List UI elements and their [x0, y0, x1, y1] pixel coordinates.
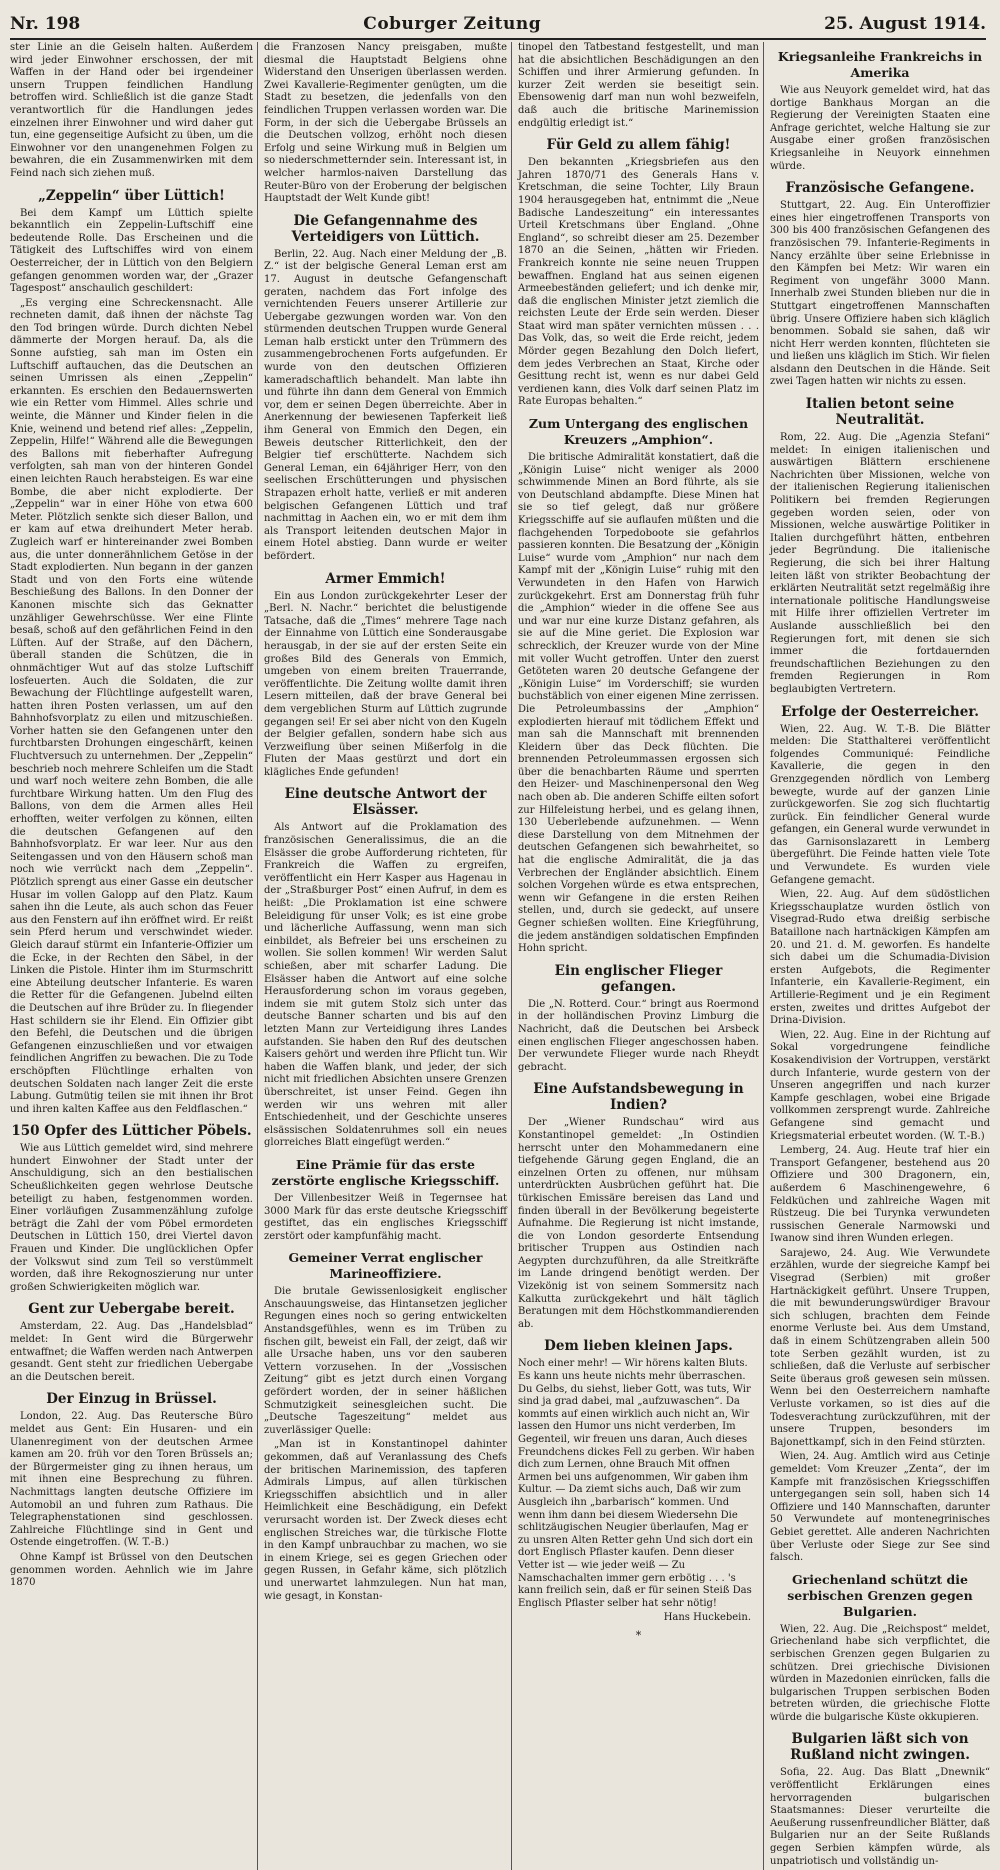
article-text: Wien, 22. Aug. Die „Reichspost“ meldet, Griechenland habe sich verpflichtet, die serbischen Grenzen gegen Bulgarien zu schützen. Drei griechische Divisionen würden in Mazedonien einrücken, falls die bulgarischen Truppen serbischen Boden betreten würden, die griechische Flotte würde die bulgarische Küste okkupieren.: [770, 1623, 990, 1723]
article-text: Wien, 22. Aug. Eine in der Richtung auf Sokal vorgedrungene feindliche Kosakendivision der Vortruppen, verstärkt durch Infanterie, wurde gestern von der Unseren angegriffen und nach kurzer Kampfe geschlagen, wobei eine Brigade vollkommen zersprengt wurde. Zahlreiche Gefangene sind gemacht und Kriegsmaterial erbeutet worden. (W. T.-B.): [770, 1029, 990, 1142]
article-text: Wie aus Neuyork gemeldet wird, hat das dortige Bankhaus Morgan an die Regierung der Vereinigten Staaten eine Anfrage gerichtet, welche Haltung sie zur Ausgabe einer großen französischen Kriegsanleihe in Neuyork einnehmen würde.: [770, 85, 990, 172]
headline: Bulgarien läßt sich von Rußland nicht zwingen.: [790, 1731, 970, 1764]
headline: Griechenland schützt die serbischen Grenzen gegen Bulgarien.: [787, 1571, 973, 1619]
article-text: die Franzosen Nancy preisgaben, mußte diesmal die Hauptstadt Belgiens ohne Widerstand den Unserigen überlassen werden. Zwei Kavallerie-Regimenter genügten, um die Stadt zu besetzen, die jedenfalls von den feindlichen Truppen verlassen worden war. Die Form, in der sich die Uebergabe Brüssels an die Deutschen vollzog, erhöht noch diesen Erfolg und seine Wirkung muß in Belgien um so niederschmetternder sein. Interessant ist, in welcher harmlos-naiven Darstellung das Reuter-Büro von der Eroberung der belgischen Hauptstadt der Welt Kunde gibt!: [264, 42, 507, 205]
headline: Ein englischer Flieger gefangen.: [554, 962, 723, 995]
columns: [10, 42, 990, 1867]
headline: Der Einzug in Brüssel.: [46, 1391, 217, 1408]
poem-signature: Hans Huckebein.: [663, 1612, 751, 1624]
headline: Italien betont seine Neutralität.: [805, 396, 955, 429]
issue-number: Nr. 198: [10, 14, 81, 34]
article-text: Rom, 22. Aug. Die „Agenzia Stefani“ meldet: In einigen italienischen und auswärtigen Blättern erschienene Nachrichten über Missionen, welche von der italienischen Regierung italienischen Politikern bei fremden Regierungen gegeben worden seien, oder von Missionen, welche auswärtige Politiker in Italien durchgeführt hätten, entbehren jeder Begründung. Die italienische Regierung, die sich bei ihrer Haltung leiten läßt von strikter Beobachtung der erklärten Neutralität setzt regelmäßig ihre internationale politische Handlungsweise mit Hilfe ihrer offiziellen Vertreter im Auslande ausschließlich bei den Regierungen fort, mit denen sie sich immer die fortdauernden freundschaftlichen Beziehungen zu den fremden Regierungen in Rom beglaubigten Vertretern.: [770, 432, 990, 695]
headline: Gemeiner Verrat englischer Marineoffiziere.: [288, 1250, 483, 1282]
article-text: Wien, 22. Aug. W. T.-B. Die Blätter melden: Die Statthalterei veröffentlicht folgendes Communiqué: Feindliche Kavallerie, die gegen in den Grenzgegenden nördlich von Lemberg bewegte, wurde auf der ganzen Linie zurückgeworfen. Sie zog sich fluchtartig zurück. Ein feindlicher General wurde gefangen, ein General wurde verwundet in das Garnisonslazarett in Lemberg übergeführt. Die Feinde hatten viele Tote und Verwundete. Es wurden viele Gefangene gemacht.: [770, 723, 990, 886]
article-text: Sofia, 22. Aug. Das Blatt „Dnewnik“ veröffentlicht Erklärungen eines hervorragenden bulgarischen Staatsmannes: Dieser verurteilte die Aeußerung russenfreundlicher Blätter, daß Bulgarien nur an der Seite Rußlands gegen Serbien kämpfen würde, als unpatriotisch und vollständig un-: [770, 1767, 990, 1867]
article-text: Lemberg, 24. Aug. Heute traf hier ein Transport Gefangener, bestehend aus 20 Offiziere und 300 Dragonern, ein, außerdem 6 Maschinengewehre, 6 Feldküchen und zahlreiche Wagen mit Rüstzeug. Die bei Turynka verwundeten russischen Generale Narmowski und Iwanow sind ihren Wunden erlegen.: [770, 1145, 990, 1245]
article-text: Die „N. Rotterd. Cour.“ bringt aus Roermond in der holländischen Provinz Limburg die Nachricht, daß die Deutschen bei Arsbeck einen englischen Flieger angeschossen haben. Der verwundete Flieger wurde nach Rheydt gebracht.: [518, 998, 759, 1073]
article-text: Sarajewo, 24. Aug. Wie Verwundete erzählen, wurde der siegreiche Kampf bei Visegrad (Serbien) mit großer Hartnäckigkeit geführt. Unsere Truppen, die mit bewunderungswürdiger Bravour sich schlugen, brachten dem Feinde enorme Verluste bei. Aus dem Umstand, daß in einem Schützengraben allein 500 tote Serben gezählt wurden, ist zu schließen, daß die Verluste auf serbischer Seite überaus groß gewesen sein müssen. Wenn bei den Oesterreichern namhafte Verluste vorkamen, so ist dies auf die Todesverachtung zurückzuführen, mit der unsere Truppen, besonders im Bajonettkampf, sich in den Feind stürzten.: [770, 1247, 990, 1448]
headline: Die Gefangennahme des Verteidigers von Lüttich.: [291, 212, 480, 245]
headline: Für Geld zu allem fähig!: [546, 137, 731, 154]
masthead-rule: [10, 38, 986, 40]
headline: Französische Gefangene.: [785, 180, 975, 197]
article-text: tinopel den Tatbestand festgestellt, und man hat die absichtlichen Beschädigungen an den Schiffen und ihrer Armierung gefunden. In kurzer Zeit werden sie beseitigt sein. Ebensowenig darf man nun wohl bezweifeln, daß auch die britische Marinemission endgültig erledigt ist.“: [518, 42, 759, 129]
article-text: Der „Wiener Rundschau“ wird aus Konstantinopel gemeldet: „In Ostindien herrscht unter den Mohammedanern eine tiefgehende Gärung gegen England, die an einzelnen Orten zu offenen, nur mühsam unterdrückten Ausbrüchen geführt hat. Die türkischen Emissäre bereisen das Land und finden überall in der Bevölkerung begeisterte Aufnahme. Die Regierung ist nicht imstande, die von London gesorderte Entsendung britischer Truppen aus Ostindien nach Aegypten durchzuführen, da alle Streitkräfte im Lande dringend benötigt werden. Der Vizekönig ist von seinem Sommersitz nach Kalkutta zurückgekehrt und hält täglich Beratungen mit dem Höchstkommandierenden ab.: [518, 1117, 759, 1330]
article-text: „Es verging eine Schreckensnacht. Alle rechneten damit, daß ihnen der nächste Tag den Tod bringen würde. Durch dichten Nebel dämmerte der Morgen herauf. Da, als die Sonne aufstieg, sah man im Osten ein Luftschiff auftauchen, das die Deutschen an seinen Umrissen als einen „Zeppelin“ erkannten. Es erschien den Bedauernswerten wie ein Retter vom Himmel. Alles schrie und weinte, die Männer und Kinder fielen in die Knie, weinend und betend rief alles: „Zeppelin, Zeppelin, Hilfe!“ Während alle die Bewegungen des Ballons mit fieberhafter Aufregung verfolgten, sah man von der hinteren Gondel einen leichten Rauch herabsteigen. Es war eine Bombe, die aber nicht explodierte. Der „Zeppelin“ war in einer Höhe von etwa 600 Meter. Plötzlich senkte sich dieser Ballon, und er kam auf etwa dreihundert Meter herab. Zugleich warf er hintereinander zwei Bomben aus, die unter donnerähnlichem Getöse in der Stadt explodierten. Nun begann in der ganzen Stadt und von den Forts eine wütende Beschießung des Ballons. In den Donner der Kanonen mischte sich das Geknatter unzähliger Gewehrschüsse. Wer eine Flinte besaß, schoß auf den gefährlichen Feind in den Lüften. Auf der Straße, auf den Dächern, überall standen die Schützen, die in ohnmächtiger Wut auf das stolze Luftschiff losfeuerten. Auch die Soldaten, die zur Bewachung der Flüchtlinge aufgestellt waren, hatten ihren Posten verlassen, um auf den Bahnhofsvorplatz zu eilen und mitzuschießen. Vorher hatten sie den Gefangenen unter den furchtbarsten Drohungen eingeschärft, keinen Fluchtversuch zu unternehmen. Der „Zeppelin“ beschrieb noch mehrere Schleifen um die Stadt und warf noch weitere zehn Bomben, die alle furchtbare Wirkung hatten. Um den Flug des Ballons, von dem die Armen alles Heil erhofften, weiter verfolgen zu können, eilten die deutschen Gefangenen auf den Bahnhofsvorplatz. Er war leer. Nur aus den Seitengassen und von den Häusern schoß man noch wie verrückt nach dem „Zeppelin“. Plötzlich sprengt aus einer Gasse ein deutscher Husar im vollen Galopp auf den Platz. Kaum sahen ihn die Leute, als auch schon das Feuer aus den Fenstern auf ihn eröffnet wird. Er reißt sein Pferd herum und verschwindet wieder. Gleich darauf stürmt ein Infanterie-Offizier um die Ecke, in der Rechten den Säbel, in der Linken die Pistole. Hinter ihm im Sturmschritt eine Abteilung deutscher Infanterie. Es waren die Retter für die Gefangenen. Jubelnd eilten die Deutschen auf ihre Brüder zu. In fliegender Hast schildern sie ihr Elend. Ein Offizier gibt den Befehl, die Deutschen und die übrigen Gefangenen einzuschließen und vor etwaigen feindlichen Angriffen zu bewachen. Die zu Tode erschöpften Flüchtlinge erhalten von deutschen Soldaten nach langer Zeit die erste Labung. Gutmütig teilen sie mit ihnen ihr Brot und ihren kalten Kaffee aus den Feldflaschen.“: [10, 297, 253, 1115]
headline: Armer Emmich!: [325, 570, 446, 587]
article-text: ster Linie an die Geiseln halten. Außerdem wird jeder Einwohner erschossen, der mit Waffen in der Hand oder bei irgendeiner unsern Truppen feindlichen Handlung betroffen wird. Schließlich ist die ganze Stadt verantwortlich für die Handlungen jedes einzelnen ihrer Einwohner und wird daher gut tun, eine gegenseitige Aufsicht zu üben, um die Einwohner vor den unangenehmen Folgen zu bewahren, die ein Zusammenwirken mit dem Feind nach sich ziehen muß.: [10, 42, 253, 179]
article-text: „Man ist in Konstantinopel dahinter gekommen, daß auf Veranlassung des Chefs der britischen Marinemission, des tapferen Admirals Limpus, auf allen türkischen Kriegsschiffen absichtlich und in aller Heimlichkeit eine Beschädigung, ein Defekt verursacht worden ist. Der Zweck dieses echt englischen Streiches war, die türkische Flotte in den Kampf unbrauchbar zu machen, wo sie in einem Kriege, sei es gegen Griechen oder gegen Russen, in Gefahr käme, sich plötzlich und unerwartet lahmzulegen. Nun hat man, wie gesagt, in Konstan-: [264, 1439, 507, 1602]
poem-text: Noch einer mehr! — Wir hörens kalten Bluts. Es kann uns heute nichts mehr überraschen. Du Gelbs, du siehst, lieber Gott, was tuts, Wir sind ja grad dabei, mal „aufzuwaschen“. Da kommts auf einen wirklich auch nicht an, Wir lassen den Humor uns nicht verderben, Im Gegenteil, wir freuen uns daran, Auch dieses Freundchens dickes Fell zu gerben. Wir haben dich zum Lernen, ohne Brauch Mit offnen Armen bei uns aufgenommen, Wir gaben ihm Kultur. — Da ziemt sichs auch, Daß wir zum Ausgleich ihn „barbarisch“ kommen. Und wenn ihm dann bei diesem Wiedersehn Die schlitzäugischen Neugier überlaufen, Mag er zu unsren Alten Retter gehn Und sich dort ein dort Englisch Pflaster kaufen. Denn dieser Vetter ist — wie jeder weiß — Zu Namschachalten immer gern erbötig . . . 's kann freilich sein, daß er für seinen Steiß Das Englisch Pflaster selber hat sehr nötig!: [518, 1358, 755, 1609]
article-text: Den bekannten „Kriegsbriefen aus den Jahren 1870/71 des Generals Hans v. Kretschman, die seine Tochter, Lily Braun 1904 herausgegeben hat, entnimmt die „Neue Badische Landeszeitung“ ein interessantes Urteil Kretschmans über England. „Ohne England“, so schreibt dieser am 25. Dezember 1870 an die Seinen, „hätten wir Frieden. Frankreich konnte nie seine neuen Truppen bewaffnen. England hat aus seinen eigenen Armeebeständen geliefert; und ich denke mir, daß die englischen Minister jetzt ziemlich die reichsten Leute der Erde sein werden. Dieser Staat wird man später vernichten müssen . . . Das Volk, das, so weit die Erde reicht, jedem Mörder gegen Bezahlung den Dolch liefert, dem jedes Verbrechen an Staat, Kirche oder Gesittung recht ist, wenn es nur dabei Geld verdienen kann, dies Volk darf seinen Platz im Rate Europas behalten.“: [518, 157, 759, 408]
column-2: [264, 42, 512, 1870]
headline: Eine Aufstandsbewegung in Indien?: [533, 1081, 744, 1114]
article-text: Die brutale Gewissenlosigkeit englischer Anschauungsweise, das Hintansetzen jeglicher Regungen eines noch so gering entwickelten Anstandsgefühles, wenn es im Trüben zu fischen gilt, beweist ein Fall, der zeigt, daß wir alle Ursache haben, uns vor den sauberen Vettern vorzusehen. In der „Vossischen Zeitung“ gibt es jetzt durch einen Vorgang gefördert worden, der in seiner häßlichen Schmutzigkeit seinesgleichen sucht. Die „Deutsche Tageszeitung“ meldet aus zuverlässiger Quelle:: [264, 1286, 507, 1436]
headline: 150 Opfer des Lütticher Pöbels.: [11, 1123, 252, 1140]
article-text: London, 22. Aug. Das Reutersche Büro meldet aus Gent: Ein Husaren- und ein Ulanenregiment von der deutschen Armee kamen am 20. früh vor den Toren Brüssels an; der Bürgermeister ging zu ihnen heraus, um mit ihnen eine Besprechung zu führen. Nachmittags langten deutsche Offiziere im Automobil an und fuhren zum Rathaus. Die Telegraphenstationen sind geschlossen. Zahlreiche Flüchtlinge sind in Gent und Ostende eingetroffen. (W. T.-B.): [10, 1411, 253, 1549]
article-text: Als Antwort auf die Proklamation des französischen Generalissimus, die an die Elsässer die grobe Aufforderung richteten, für Frankreich die Waffen zu ergreifen, veröffentlicht ein Herr Kasper aus Hagenau in der „Straßburger Post“ einen Aufruf, in dem es heißt: „Die Proklamation ist eine schwere Beleidigung für unser Volk; es ist eine grobe und lächerliche Auffassung, wenn man sich einbildet, als Befreier bei uns erscheinen zu wollen. Sie sollen kommen! Wir werden Salut schießen, aber mit scharfer Ladung. Die Elsässer haben die Antwort auf eine solche Herausforderung schon im voraus gegeben, indem sie mit gutem Stolz sich unter das deutsche Banner scharten und bis auf den letzten Mann zur Verteidigung ihres Landes aufstanden. Sie haben den Ruf des deutschen Kaisers gehört und werden ihre Pflicht tun. Wir haben die Waffen blank, und jeder, der sich nicht mit friedlichen Absichten unsere Grenzen überschreitet, ist unser Feind. Gegen ihn werden wir uns wehren mit aller Entschiedenheit, und der Geschichte unseres elsässischen Soldatenruhmes soll ein neues glorreiches Blatt eingefügt werden.“: [264, 822, 507, 1149]
column-4: [770, 42, 994, 1870]
article-text: Ohne Kampf ist Brüssel von den Deutschen genommen worden. Aehnlich wie im Jahre 1870: [10, 1551, 253, 1589]
column-1: [10, 42, 258, 1870]
headline: Dem lieben kleinen Japs.: [544, 1338, 733, 1355]
issue-date: 25. August 1914.: [824, 14, 986, 34]
headline: Erfolge der Oesterreicher.: [781, 703, 979, 720]
headline: Eine deutsche Antwort der Elsässer.: [284, 786, 487, 819]
article-text: Stuttgart, 22. Aug. Ein Unteroffizier eines hier eingetroffenen Transports von 300 bis 400 französischen Gefangenen des französischen 79. Infanterie-Regiments in Nancy erzählte über seine Erlebnisse in den Kämpfen bei Metz: Wir waren ein Regiment von ungefähr 3000 Mann. Innerhalb zwei Stunden blieben nur die in Stuttgart eingetroffenen Mannschaften übrig. Unsere Offiziere haben sich kläglich benommen. Sobald sie sahen, daß wir nicht Herr werden konnten, flüchteten sie und ließen uns kläglich im Stich. Wir fielen alsdann den Deutschen in die Hände. Seit zwei Tagen hatten wir nichts zu essen.: [770, 200, 990, 388]
column-3: [518, 42, 764, 1870]
headline: Zum Untergang des englischen Kreuzers „Amphion“.: [528, 416, 749, 448]
newspaper-title: Coburger Zeitung: [363, 14, 542, 34]
headline: „Zeppelin“ über Lüttich!: [38, 187, 225, 204]
poem: [518, 1358, 759, 1610]
article-text: Amsterdam, 22. Aug. Das „Handelsblad“ meldet: In Gent wird die Bürgerwehr entwaffnet; die Waffen werden nach Antwerpen gesandt. Gent steht zur friedlichen Uebergabe an die Deutschen bereit.: [10, 1321, 253, 1383]
headline: Gent zur Uebergabe bereit.: [28, 1301, 235, 1318]
article-text: Wie aus Lüttich gemeldet wird, sind mehrere hundert Einwohner der Stadt unter der Anschuldigung, sich an den bestialischen Scheußlichkeiten gegen wehrlose Deutsche beteiligt zu haben, festgenommen worden. Einer vorläufigen Zusammenzählung zufolge beträgt die Zahl der vom Pöbel ermordeten Deutschen in Lüttich 150, drei Viertel davon Frauen und Kinder. Die unglücklichen Opfer der Volkswut sind zum Teil so verstümmelt worden, daß ihre Rekognoszierung nur unter großen Schwierigkeiten möglich war.: [10, 1143, 253, 1293]
article-text: Bei dem Kampf um Lüttich spielte bekanntlich ein Zeppelin-Luftschiff eine bedeutende Rolle. Das Erscheinen und die Tätigkeit des Luftschiffes wird von einem Oesterreicher, der in Lüttich von den Belgiern gefangen genommen worden war, der „Grazer Tagespost“ anschaulich geschildert:: [10, 207, 253, 295]
article-text: Wien, 22. Aug. Auf dem südöstlichen Kriegsschauplatze wurden östlich von Visegrad-Rudo etwa dreißig serbische Bataillone nach hartnäckigen Kämpfen am 20. und 21. d. M. geworfen. Es handelte sich dabei um die Schumadia-Division ersten Aufgebots, die Regimenter Infanterie, ein Kavallerie-Regiment, ein Artillerie-Regiment und je ein Regiment ersten, zweites und drittes Aufgebot der Drina-Division.: [770, 889, 990, 1027]
headline: Kriegsanleihe Frankreichs in Amerika: [777, 49, 983, 80]
article-text: Wien, 24. Aug. Amtlich wird aus Cetinje gemeldet: Vom Kreuzer „Zenta“, der im Kampfe mit französischen Kriegsschiffen untergegangen sein soll, haben sich 14 Offiziere und 140 Mannschaften, darunter 50 Verwundete auf montenegrinisches Gebiet gerettet. Alle anderen Nachrichten über Verluste oder Siege zur See sind falsch.: [770, 1451, 990, 1564]
headline: Eine Prämie für das erste zerstörte englische Kriegsschiff.: [271, 1156, 500, 1188]
masthead: [10, 12, 986, 36]
separator-star: *: [635, 1628, 642, 1642]
article-text: Berlin, 22. Aug. Nach einer Meldung der „B. Z.“ ist der belgische General Leman erst am 17. August in deutsche Gefangenschaft geraten, nachdem das Fort infolge des vernichtenden Feuers unserer Artillerie zur Uebergabe gezwungen worden war. Von den stürmenden deutschen Truppen wurde General Leman halb erstickt unter den Trümmern des zusammengebrochenen Forts aufgefunden. Er wurde von den deutschen Offizieren kameradschaftlich behandelt. Man labte ihn und führte ihn dann dem General von Emmich vor, dem er seinen Degen überreichte. Aber in Anerkennung der bewiesenen Tapferkeit ließ ihm General von Emmich den Degen, ein Beweis deutscher Ritterlichkeit, den der Belgier tief erschütterte. Nachdem sich General Leman, ein 64jähriger Herr, von den seelischen Erschütterungen und physischen Strapazen erholt hatte, verließ er mit anderen belgischen Gefangenen Lüttich und traf nachmittag in Aachen ein, wo er mit dem ihm als Transport leitenden deutschen Major in einem Hotel abstieg. Dann wurde er weiter befördert.: [264, 248, 507, 562]
article-text: Die britische Admiralität konstatiert, daß die „Königin Luise“ nicht weniger als 2000 schwimmende Minen an Bord führte, als sie von Deutschland abdampfte. Diese Minen hat sie so tief gelegt, daß nur größere Kriegsschiffe auf sie auflaufen müßten und die flachgehenden Torpedoboote sie gefahrlos passieren konnten. Die Besatzung der „Königin Luise“ wurde vom „Amphion“ nur nach dem Kampf mit der „Königin Luise“ ruhig mit den Verwundeten in den Hafen von Harwich zurückgekehrt. Erst am Donnerstag früh fuhr die „Amphion“ wieder in die offene See aus und war nur eine kurze Distanz gefahren, als sie auf die Mine geriet. Die Explosion war schrecklich, der Kreuzer wurde von der Mine mit voller Wucht getroffen. Unter den zuerst Getöteten waren 20 deutsche Gefangene der „Königin Luise“ im Vorderschiff; sie wurden buchstäblich von einer eigenen Mine zerrissen. Die Petroleumbassins der „Amphion“ explodierten hierauf mit tödlichem Effekt und man sah die Mannschaft mit brennenden Kleidern über das Deck flüchten. Die brennenden Petroleummassen ergossen sich über die benachbarten Räume und sperrten den Heizer- und Maschinenpersonal den Weg nach oben ab. Die anderen Schiffe eilten sofort zur Hilfeleistung herbei, und es gelang ihnen, 130 Ueberlebende aufzunehmen. — Wenn diese Darstellung von dem Mitnehmen der deutschen Gefangenen sich bewahrheitet, so hat die englische Admiralität, die ja das Verbrechen der Engländer absichtlich. Einem solchen Vorgehen würde es etwa entsprechen, wenn wir Gefangene in die ersten Reihen stellen, und, durch sie gedeckt, auf unsere Gegner schießen wollten. Eine Kriegführung, die jedem anständigen soldatischen Empfinden Hohn spricht.: [518, 452, 759, 955]
article-text: Der Villenbesitzer Weiß in Tegernsee hat 3000 Mark für das erste deutsche Kriegsschiff gestiftet, das ein englisches Kriegsschiff zerstört oder kampfunfähig macht.: [264, 1192, 507, 1242]
article-text: Ein aus London zurückgekehrter Leser der „Berl. N. Nachr.“ berichtet die belustigende Tatsache, daß die „Times“ mehrere Tage nach der Einnahme von Lüttich eine Sonderausgabe herausgab, in der sie auf der ersten Seite ein großes Bild des Generals von Emmich, umgeben von einem breiten Trauerrande, veröffentlichte. Die Zeitung wollte damit ihren Lesern mitteilen, daß der brave General bei dem vergeblichen Sturm auf Lüttich zugrunde gegangen sei! Er sei aber nicht von den Kugeln der Belgier gefallen, sondern habe sich aus Verzweiflung über seinen Mißerfolg in die Fluten der Maas gestürzt und dort ein klägliches Ende gefunden!: [264, 590, 507, 778]
